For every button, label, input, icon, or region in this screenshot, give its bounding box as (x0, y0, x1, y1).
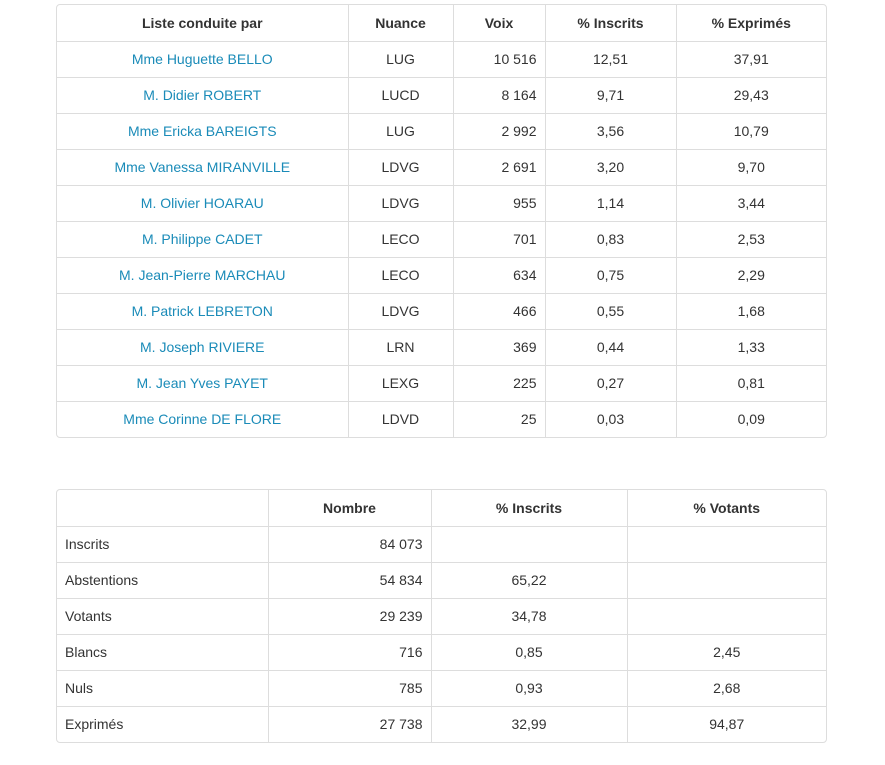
nuance-cell: LUCD (348, 77, 453, 113)
summary-pct-inscrits-cell: 65,22 (431, 562, 627, 598)
voix-cell: 369 (453, 329, 545, 365)
pct-inscrits-cell: 3,56 (545, 113, 676, 149)
summary-header-pct-inscrits: % Inscrits (431, 490, 627, 526)
summary-nombre-cell: 716 (268, 634, 431, 670)
results-table (57, 5, 826, 437)
header-voix: Voix (453, 5, 545, 41)
table-row (57, 149, 826, 185)
voix-cell: 2 691 (453, 149, 545, 185)
voix-cell: 10 516 (453, 41, 545, 77)
pct-inscrits-cell: 0,83 (545, 221, 676, 257)
candidate-cell (57, 41, 348, 77)
voix-cell: 701 (453, 221, 545, 257)
voix-cell: 2 992 (453, 113, 545, 149)
candidate-link[interactable]: Mme Ericka BAREIGTS (127, 123, 277, 139)
candidate-link[interactable]: Mme Huguette BELLO (131, 51, 273, 67)
nuance-cell: LECO (348, 257, 453, 293)
pct-exprimes-cell: 0,09 (676, 401, 826, 437)
summary-label-cell: Abstentions (57, 562, 268, 598)
nuance-cell: LECO (348, 221, 453, 257)
pct-inscrits-cell: 0,27 (545, 365, 676, 401)
pct-inscrits-cell: 9,71 (545, 77, 676, 113)
nuance-cell: LDVG (348, 185, 453, 221)
table-row (57, 257, 826, 293)
summary-pct-inscrits-cell: 0,85 (431, 634, 627, 670)
nuance-cell: LDVG (348, 149, 453, 185)
pct-exprimes-cell: 29,43 (676, 77, 826, 113)
summary-header-empty (57, 490, 268, 526)
table-row (57, 113, 826, 149)
table-row (57, 293, 826, 329)
pct-inscrits-cell: 12,51 (545, 41, 676, 77)
pct-exprimes-cell: 0,81 (676, 365, 826, 401)
candidate-cell (57, 221, 348, 257)
pct-exprimes-cell: 37,91 (676, 41, 826, 77)
pct-exprimes-cell: 1,33 (676, 329, 826, 365)
summary-label-cell: Votants (57, 598, 268, 634)
summary-pct-votants-cell: 94,87 (627, 706, 826, 742)
summary-pct-votants-cell (627, 598, 826, 634)
summary-header-nombre: Nombre (268, 490, 431, 526)
pct-exprimes-cell: 9,70 (676, 149, 826, 185)
summary-pct-votants-cell: 2,68 (627, 670, 826, 706)
candidate-link[interactable]: M. Philippe CADET (141, 231, 263, 247)
summary-table (57, 490, 826, 742)
pct-exprimes-cell: 2,53 (676, 221, 826, 257)
voix-cell: 634 (453, 257, 545, 293)
voix-cell: 225 (453, 365, 545, 401)
table-row (57, 41, 826, 77)
candidate-link[interactable]: M. Patrick LEBRETON (131, 303, 273, 319)
table-row (57, 221, 826, 257)
summary-pct-votants-cell: 2,45 (627, 634, 826, 670)
candidate-cell (57, 77, 348, 113)
pct-inscrits-cell: 0,75 (545, 257, 676, 293)
nuance-cell: LUG (348, 41, 453, 77)
candidate-cell (57, 185, 348, 221)
table-row (57, 401, 826, 437)
nuance-cell: LDVD (348, 401, 453, 437)
voix-cell: 466 (453, 293, 545, 329)
summary-pct-inscrits-cell: 32,99 (431, 706, 627, 742)
voix-cell: 25 (453, 401, 545, 437)
table-row (57, 77, 826, 113)
summary-header-pct-votants: % Votants (627, 490, 826, 526)
table-row (57, 526, 826, 562)
pct-exprimes-cell: 1,68 (676, 293, 826, 329)
table-row (57, 706, 826, 742)
candidate-link[interactable]: M. Didier ROBERT (143, 87, 262, 103)
table-row (57, 670, 826, 706)
candidate-cell (57, 149, 348, 185)
summary-pct-votants-cell (627, 562, 826, 598)
candidate-cell (57, 293, 348, 329)
summary-table-container (56, 489, 827, 743)
summary-nombre-cell: 785 (268, 670, 431, 706)
summary-label-cell: Nuls (57, 670, 268, 706)
table-row (57, 329, 826, 365)
table-row (57, 365, 826, 401)
header-pct-exprimes: % Exprimés (676, 5, 826, 41)
voix-cell: 955 (453, 185, 545, 221)
summary-pct-inscrits-cell (431, 526, 627, 562)
summary-nombre-cell: 29 239 (268, 598, 431, 634)
summary-pct-inscrits-cell: 34,78 (431, 598, 627, 634)
pct-exprimes-cell: 2,29 (676, 257, 826, 293)
table-row (57, 598, 826, 634)
pct-inscrits-cell: 1,14 (545, 185, 676, 221)
summary-label-cell: Inscrits (57, 526, 268, 562)
candidate-link[interactable]: M. Jean-Pierre MARCHAU (119, 267, 286, 283)
pct-inscrits-cell: 0,03 (545, 401, 676, 437)
table-row (57, 562, 826, 598)
header-liste: Liste conduite par (141, 14, 263, 31)
header-pct-inscrits: % Inscrits (545, 5, 676, 41)
candidate-cell (57, 113, 348, 149)
table-row (57, 634, 826, 670)
summary-label-cell: Blancs (57, 634, 268, 670)
pct-inscrits-cell: 0,55 (545, 293, 676, 329)
nuance-cell: LUG (348, 113, 453, 149)
candidate-cell (57, 329, 348, 365)
candidate-link[interactable]: Mme Vanessa MIRANVILLE (114, 159, 291, 175)
candidate-cell (57, 365, 348, 401)
pct-exprimes-cell: 3,44 (676, 185, 826, 221)
nuance-cell: LEXG (348, 365, 453, 401)
summary-nombre-cell: 27 738 (268, 706, 431, 742)
nuance-cell: LDVG (348, 293, 453, 329)
pct-inscrits-cell: 3,20 (545, 149, 676, 185)
candidate-link[interactable]: M. Joseph RIVIERE (140, 339, 265, 355)
summary-label-cell: Exprimés (57, 706, 268, 742)
summary-nombre-cell: 54 834 (268, 562, 431, 598)
results-header-row (57, 5, 826, 41)
pct-inscrits-cell: 0,44 (545, 329, 676, 365)
header-nuance: Nuance (348, 5, 453, 41)
candidate-cell (57, 401, 348, 437)
summary-pct-votants-cell (627, 526, 826, 562)
table-row (57, 185, 826, 221)
summary-pct-inscrits-cell: 0,93 (431, 670, 627, 706)
pct-exprimes-cell: 10,79 (676, 113, 826, 149)
results-table-container (56, 4, 827, 438)
summary-nombre-cell: 84 073 (268, 526, 431, 562)
candidate-link[interactable]: Mme Corinne DE FLORE (123, 411, 282, 428)
candidate-cell (57, 257, 348, 293)
voix-cell: 8 164 (453, 77, 545, 113)
candidate-link[interactable]: M. Olivier HOARAU (140, 195, 264, 211)
nuance-cell: LRN (348, 329, 453, 365)
candidate-link[interactable]: M. Jean Yves PAYET (136, 375, 268, 391)
summary-header-row (57, 490, 826, 526)
